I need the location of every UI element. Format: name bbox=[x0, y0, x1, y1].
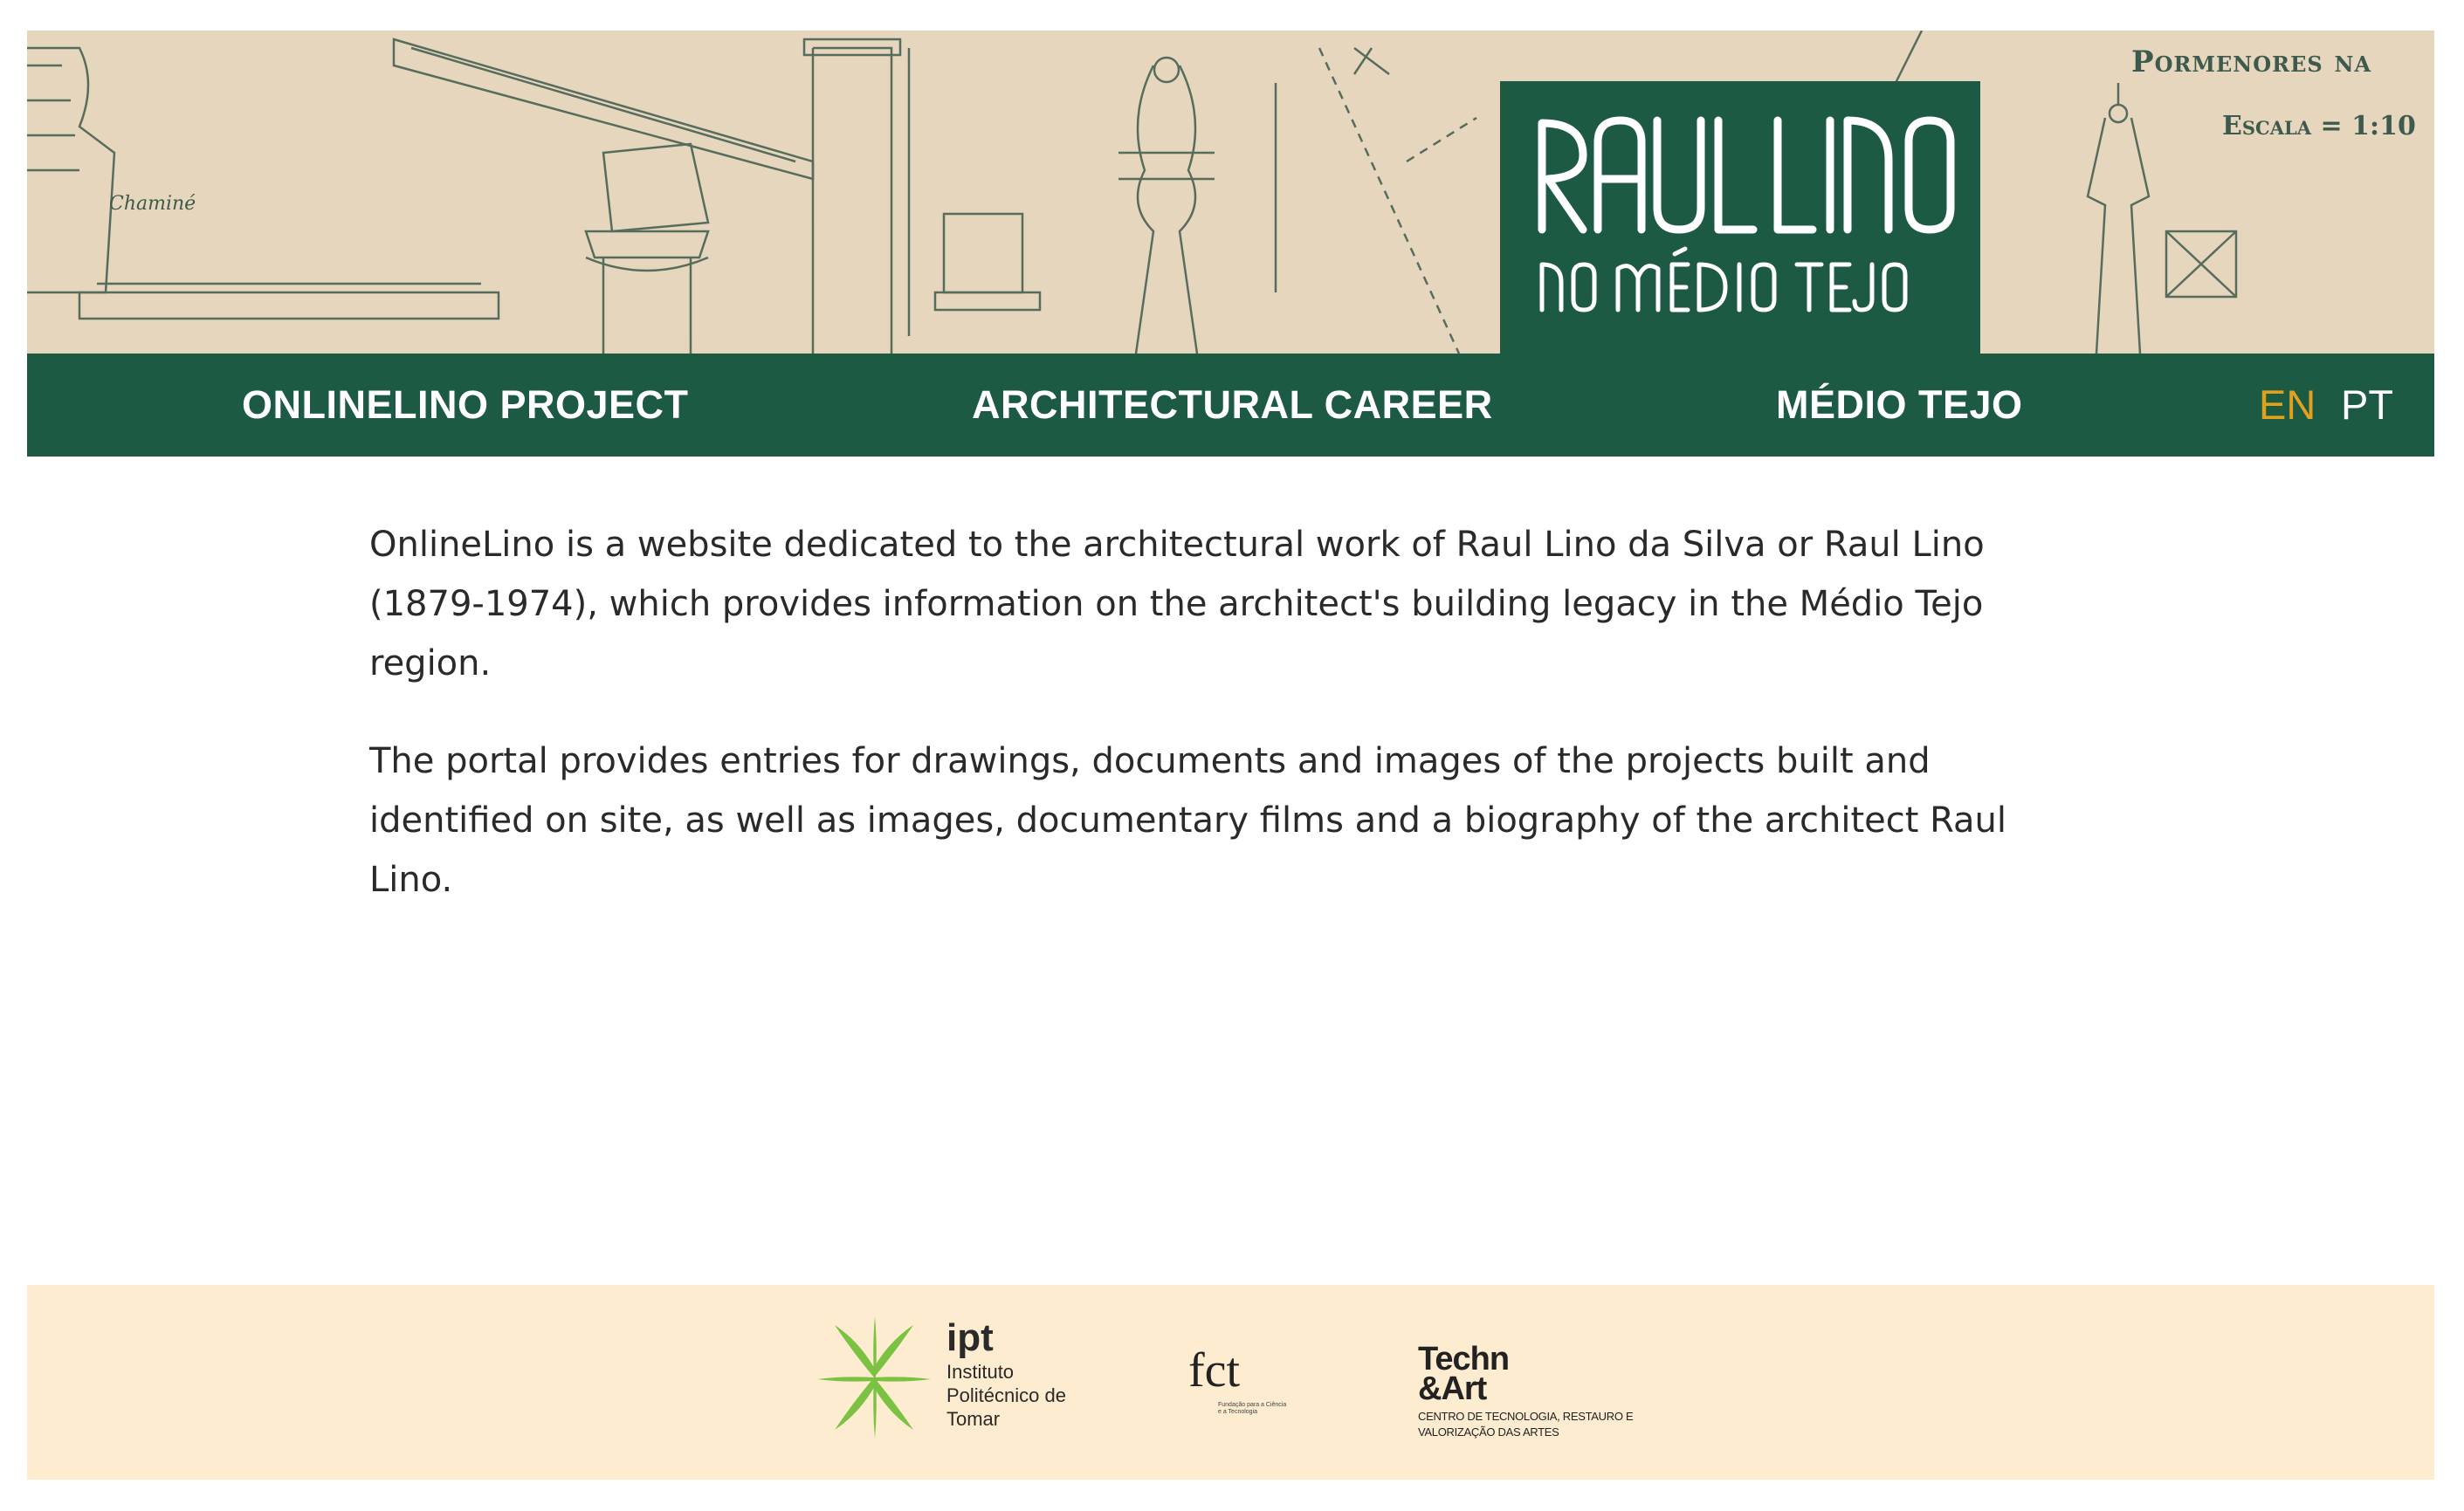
nav-medio-tejo[interactable]: MÉDIO TEJO bbox=[1776, 382, 2023, 427]
main-content bbox=[369, 515, 2081, 948]
page-frame bbox=[27, 31, 2434, 1480]
language-pt-link[interactable]: PT bbox=[2341, 381, 2394, 428]
ipt-logo[interactable] bbox=[817, 1316, 1070, 1447]
nav-onlinelino-project[interactable]: ONLINELINO PROJECT bbox=[242, 382, 689, 427]
ipt-name: Instituto Politécnico de Tomar bbox=[946, 1361, 1066, 1430]
ipt-abbreviation: ipt bbox=[946, 1316, 994, 1359]
intro-paragraph: OnlineLino is a website dedicated to the architectural work of Raul Lino da Silva or Raul Lino (1879-1974), which provides information on the architect's building legacy in the Médio Tejo region. bbox=[369, 525, 1985, 683]
portal-description-paragraph: The portal provides entries for drawings, documents and images of the projects built and identified on site, as well as images, documentary films and a biography of the architect Raul Lino. bbox=[369, 741, 2007, 900]
site-logo[interactable] bbox=[1500, 81, 1980, 354]
drawing-caption-scale: Escala = 1:10 bbox=[2222, 111, 2416, 141]
architectural-drawing-background bbox=[27, 31, 2434, 354]
main-navigation bbox=[27, 354, 2434, 457]
fct-logo[interactable] bbox=[1188, 1343, 1287, 1430]
ipt-flower-icon bbox=[817, 1316, 931, 1439]
fct-abbreviation: fct bbox=[1188, 1343, 1241, 1398]
logo-lettering bbox=[1500, 81, 1980, 354]
fct-name: Fundação para a Ciência e a Tecnologia bbox=[1218, 1402, 1287, 1415]
drawing-caption: Pormenores na bbox=[2131, 45, 2372, 79]
language-en-link[interactable]: EN bbox=[2259, 381, 2316, 428]
footer bbox=[27, 1285, 2434, 1480]
ipt-wordmark bbox=[946, 1316, 1069, 1431]
techn-art-name: CENTRO DE TECNOLOGIA, RESTAURO E VALORIZAÇÃO DAS ARTES bbox=[1418, 1410, 1634, 1439]
header-banner bbox=[27, 31, 2434, 354]
drawing-caption-chamine: Chaminé bbox=[109, 193, 196, 215]
techn-art-logo[interactable] bbox=[1418, 1343, 1662, 1447]
techn-art-line1: Techn bbox=[1418, 1341, 1510, 1377]
nav-architectural-career[interactable]: ARCHITECTURAL CAREER bbox=[972, 382, 1493, 427]
techn-art-line2: &Art bbox=[1418, 1370, 1487, 1407]
